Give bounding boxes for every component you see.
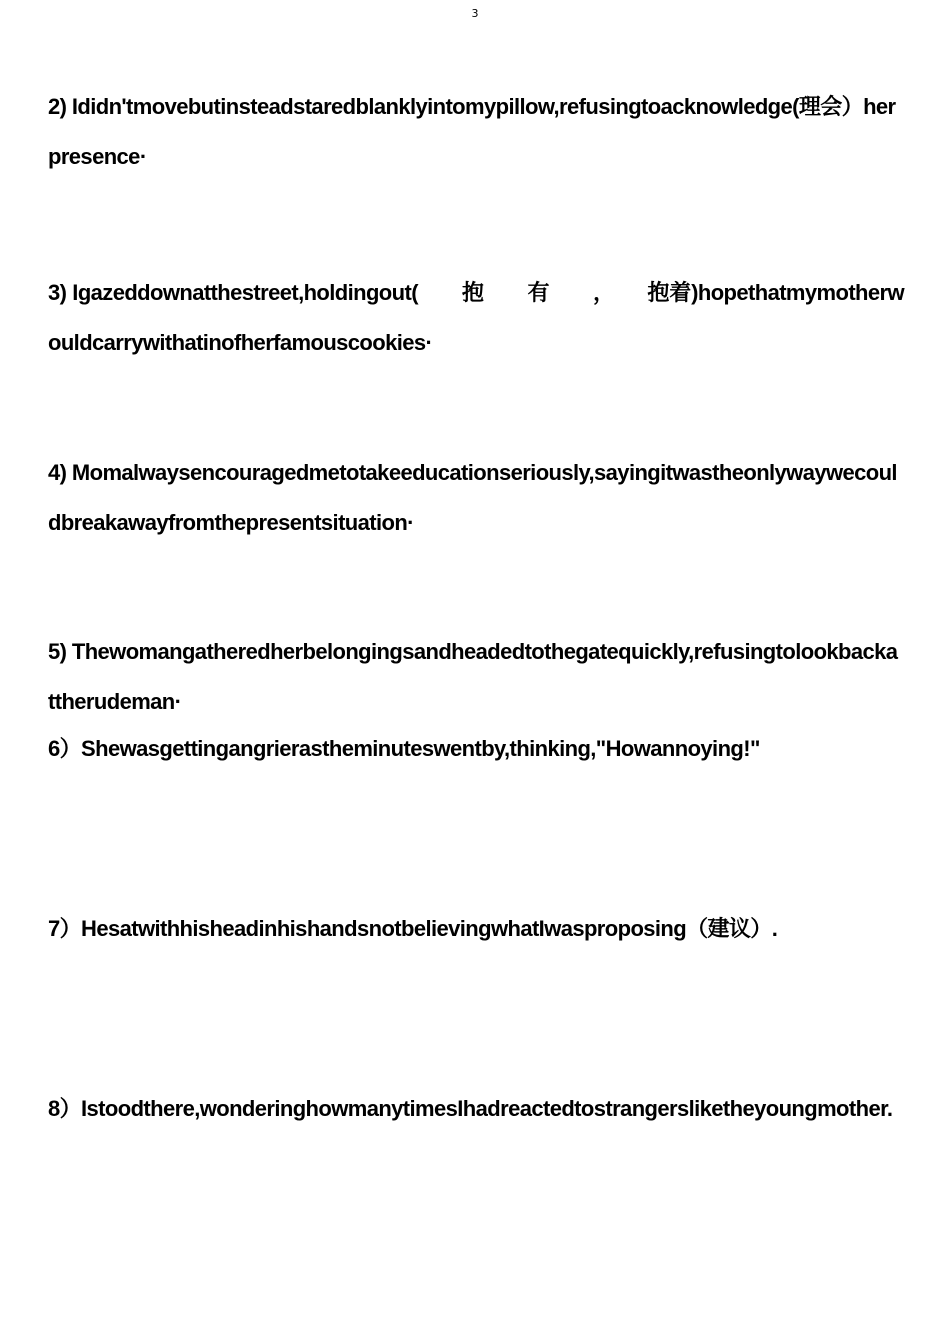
- sentence-8: 8）Istoodthere,wonderinghowmanytimesIhadreactedtostrangersliketheyoungmother.: [48, 1096, 893, 1121]
- sentence-7: 7）HesatwithhisheadinhishandsnotbelievingwhatIwasproposing（建议）.: [48, 916, 778, 941]
- sentence-3: 3) Igazeddownatthestreet,holdingout( 抱 有 ， 抱着)hopethatmymotherwouldcarrywithatinofherfamouscookies·: [48, 280, 904, 355]
- sentence-4: 4) Momalwaysencouragedmetotakeeducationseriously,sayingitwastheonlywaywecouldbreakawayfromthepresentsituation·: [48, 460, 897, 535]
- sentence-5: 5) Thewomangatheredherbelongingsandheadedtothegatequickly,refusingtolookbackattherudeman·: [48, 639, 898, 714]
- page-number: 3: [471, 7, 479, 20]
- sentence-2: 2) Ididn'tmovebutinsteadstaredblanklyintomypillow,refusingtoacknowledge(理会）herpresence·: [48, 94, 896, 169]
- sentence-6: 6）Shewasgettingangrierastheminuteswentby,thinking,"Howannoying!": [48, 736, 760, 761]
